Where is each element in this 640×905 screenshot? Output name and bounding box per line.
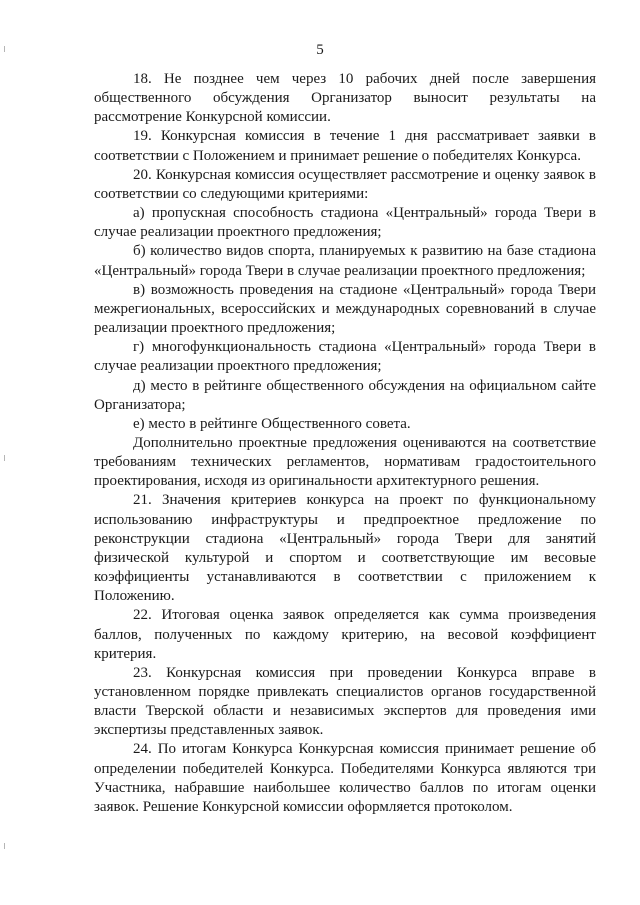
criterion-b: б) количество видов спорта, планируемых к развитию на базе стадиона «Центральный» города Твери в случае реализации проектного предложения; — [94, 243, 596, 279]
margin-mark — [4, 843, 5, 849]
page-number: 5 — [316, 42, 324, 58]
document-body — [94, 70, 596, 817]
criterion-a: а) пропускная способность стадиона «Центральный» города Твери в случае реализации проектного предложения; — [94, 205, 596, 241]
paragraph-additional: Дополнительно проектные предложения оцениваются на соответствие требованиям технических регламентов, нормативам градостоительного проектирования, исходя из оригинальности архитектурного решения. — [94, 434, 596, 490]
criterion-d: д) место в рейтинге общественного обсуждения на официальном сайте Организатора; — [94, 377, 596, 413]
margin-mark — [4, 455, 5, 461]
paragraph-19: 19. Конкурсная комиссия в течение 1 дня рассматривает заявки в соответствии с Положением и принимает решение о победителях Конкурса. — [94, 128, 596, 164]
paragraph-22: 22. Итоговая оценка заявок определяется как сумма произведения баллов, полученных по каждому критерию, на весовой коэффициент критерия. — [94, 607, 596, 662]
criterion-v: в) возможность проведения на стадионе «Центральный» города Твери межрегиональных, всероссийских и международных соревнований в случае реализации проектного предложения; — [94, 281, 596, 337]
paragraph-23: 23. Конкурсная комиссия при проведении Конкурса вправе в установленном порядке привлекать специалистов органов государственной власти Тверской области и независимых экспертов для проведения ими экспертизы представленных заявок. — [94, 664, 596, 739]
paragraph-24: 24. По итогам Конкурса Конкурсная комиссия принимает решение об определении победителей Конкурса. Победителями Конкурса являются три Участника, набравшие наибольшее количество баллов по итогам оценки заявок. Решение Конкурсной комиссии оформляется протоколом. — [94, 741, 596, 815]
paragraph-21: 21. Значения критериев конкурса на проект по функциональному использованию инфраструктуры и предпроектное предложение по реконструкции стадиона «Центральный» города Твери для занятий физической культурой и спортом и соответствующие им весовые коэффициенты устанавливаются в соответствии с приложением к Положению. — [94, 492, 596, 605]
paragraph-20: 20. Конкурсная комиссия осуществляет рассмотрение и оценку заявок в соответствии со следующими критериями: — [94, 166, 596, 202]
criterion-g: г) многофункциональность стадиона «Центральный» города Твери в случае реализации проектного предложения; — [94, 339, 596, 375]
paragraph-18: 18. Не позднее чем через 10 рабочих дней после завершения общественного обсуждения Организатор выносит результаты на рассмотрение Конкурсной комиссии. — [94, 71, 596, 126]
criterion-e: е) место в рейтинге Общественного совета. — [133, 415, 411, 432]
